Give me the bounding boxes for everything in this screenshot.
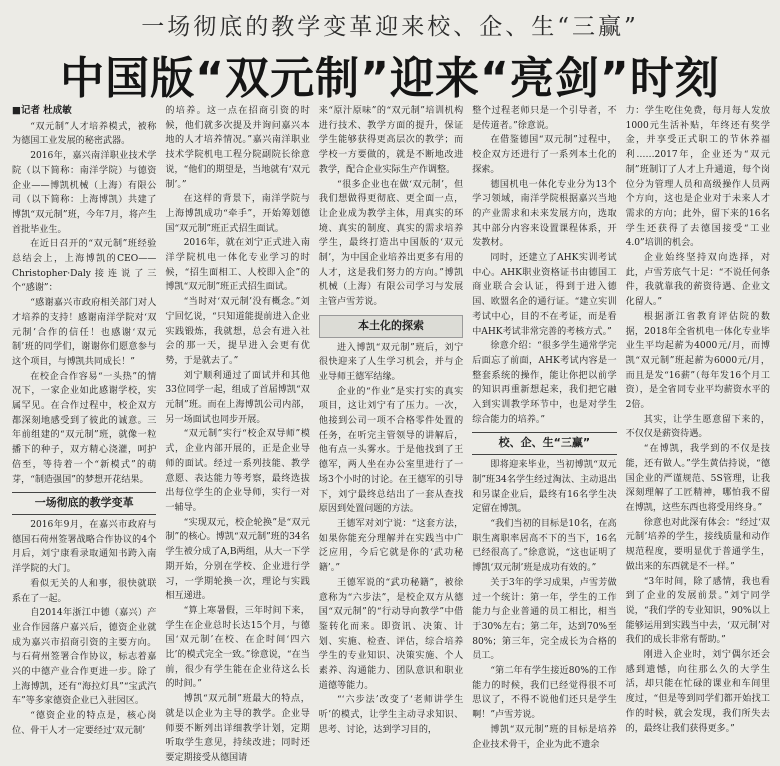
article-paragraph: 力：学生吃住免费，每月每人发放1000元生活补贴，年终还有奖学金，并享受正式职工的节休养福利……2017年，企业还为“双元制”班制订了人才上升通道，每个岗位分为管理人员和高级操作人员两个方向，这也是企业对于未来人才需求的方向；此外，留下来的16名学生还获得了去德国接受“工业4.0”培训的机会。 [625, 106, 770, 249]
headline: 中国版“双元制”迎来“亮剑”时刻 [60, 53, 720, 104]
article-paragraph: 其实，让学生愿意留下来的，不仅仅是薪资待遇。 [625, 414, 770, 440]
article-paragraph: 博凯“双元制”班的目标是培养企业技术骨干，企业为此不遗余 [472, 724, 617, 750]
article-paragraph: 看似无关的人和事，很快就联系在了一起。 [12, 578, 157, 604]
section-heading: 本土化的探索 [319, 315, 463, 338]
article-paragraph: “当时对‘双元制’没有概念。”刘宁回忆说，“只知道能提前进入企业实践锻炼，我就想，总会有进入社会的那一天，提早进入会更有优势，于是就去了。” [165, 297, 310, 366]
column-3 [319, 104, 463, 766]
article-paragraph: 在借鉴德国“双元制”过程中，校企双方还进行了一系列本土化的探索。 [472, 135, 617, 175]
column-4 [472, 104, 616, 766]
column-1 [12, 104, 156, 766]
article-paragraph: 即将迎来毕业，当初博凯“双元制”班34名学生经过淘汰、主动退出和另谋企业后，最终有16名学生决定留在博凯。 [472, 460, 617, 515]
byline: ■记者 杜成敏 [12, 105, 72, 116]
article-paragraph: “实现双元，校企轮换”是“双元制”的核心。博凯“双元制”班的34名学生被分成了A,B两组，从大一下学期开始，分别在学校、企业进行学习，一学期轮换一次，理论与实践相互递进。 [165, 517, 310, 602]
article-paragraph: “德资企业的特点是，核心岗位、骨干人才一定要经过‘双元制’ [12, 711, 157, 736]
article-paragraph: 德国机电一体化专业分为13个学习领域，南洋学院根据嘉兴当地的产业需求和未来发展方向，选取其中部分内容来设置课程体系，开发教材。 [472, 179, 617, 249]
article-paragraph: 徐意也对此深有体会：“经过‘双元制’培养的学生，接线质量和动作规范程度，要明显优于普通学生，做出来的东西就是不一样。” [625, 517, 770, 572]
article-paragraph: “感谢嘉兴市政府相关部门对人才培养的支持！感谢南洋学院对‘双元制’合作的信任！也感谢‘双元制’班的同学们，谢谢你们愿意参与这个项目，与博凯共同成长！” [12, 298, 157, 367]
article-paragraph: 徐意介绍：“很多学生通常学完后面忘了前面，AHK考试内容是一整套系统的操作，能让你把以前学的知识再重新想起来，我们把它融入到实训教学环节中，也是对学生综合能力的培养。” [472, 341, 617, 425]
article-body [12, 104, 770, 763]
article-paragraph: “3年时间，除了感情，我也看到了企业的发展前景。”刘宁同学说，“我们学的专业知识，90%以上能够运用到实践当中去，‘双元制’对我们的成长非常有帮助。” [625, 576, 770, 646]
article-paragraph: 在这样的背景下，南洋学院与上海博凯成功“牵手”，开始筹划德国“双元制”班正式招生面试。 [165, 194, 310, 234]
article-paragraph: 2016年，嘉兴南洋职业技术学院（以下简称：南洋学院）与德资企业——博凯机械（上海）有限公司（以下简称：上海博凯）共建了博凯“双元制”班，今年7月，将产生首批毕业生。 [12, 151, 157, 235]
section-heading: 校、企、生“三赢” [472, 432, 616, 455]
section-heading: 一场彻底的教学变革 [12, 492, 156, 515]
article-paragraph: “双元制”人才培养模式，被称为德国工业发展的秘密武器。 [12, 121, 157, 147]
article-paragraph: 在校企合作容易“一头热”的情况下，一家企业如此感谢学校，实属罕见。在合作过程中，校企双方都深刻地感受到了彼此的诚意。三年前组建的“双元制”班，就像一粒播下的种子，双方精心浇灌，呵护倍至，等待着一个“新模式”的萌芽，“制造强国”的梦想开花结果。 [12, 371, 157, 485]
article-paragraph: 在近日召开的“双元制”班经验总结会上，上海博凯的CEO——Christopher·Daly接连说了三个“感谢”： [12, 239, 157, 294]
article-paragraph: “在博凯，我学到的不仅是技能，还有做人。”学生黄佶持说，“德国企业的严谨规范、5S管理，让我深刻理解了工匠精神，哪怕我不留在博凯，这些东西也将受用终身。” [625, 444, 770, 513]
article-paragraph: 整个过程老师只是一个引导者，不是传道者。”徐意说。 [472, 106, 617, 131]
article-paragraph: 博凯“双元制”班最大的特点，就是以企业为主导的教学。企业导师要不断列出详细教学计划，定期听取学生意见，持续改进；同时还要定期接受从德国请 [165, 694, 310, 763]
article-paragraph: 企业始终坚持双向选择，对此，卢雪芳底气十足：“不说任何条件，我就靠我的薪资待遇、企业文化留人。” [625, 253, 770, 308]
article-paragraph: “第二年有学生接近80%的工作能力的时候，我们已经觉得很不可思议了，不得不说他们还只是学生啊！”卢雪芳说。 [472, 666, 617, 721]
article-paragraph: “很多企业也在做‘双元制’，但我们想做得更彻底、更全面一点，让企业成为教学主体，用真实的环境、真实的制度、真实的需求培养学生，最终打造出中国版的‘双元制’，为中国企业培养出更多有用的人才，这是我们努力的方向。”博凯机械（上海）有限公司学习与发展主管卢雪芳说。 [318, 179, 464, 308]
article-paragraph: 进入博凯“双元制”班后，刘宁很快迎来了人生学习机会，并与企业导师王德军结缘。 [318, 342, 464, 382]
article-paragraph: “‘六步法’改变了‘老师讲学生听’的模式，让学生主动寻求知识、思考、讨论，达到学习目的， [318, 695, 464, 735]
article-paragraph: 来“原汁原味”的“双元制”培训机构进行技术、教学方面的提升，保证学生能够获得更高层次的教学；而学校一方要做的，就是不断地改进教学，配合企业实际生产作调整。 [318, 106, 464, 175]
article-paragraph: 王德军对刘宁说：“这套方法，如果你能充分理解并在实践当中广泛应用，今后它就是你的‘武功秘籍’。” [318, 518, 464, 574]
article-paragraph: 王德军说的“武功秘籍”，被徐意称为“六步法”，是校企双方从德国“双元制”的“行动导向教学”中借鉴转化而来。即资讯、决策、计划、实施、检查、评估，综合培养学生的专业知识、决策实施、个人素养、沟通能力、团队意识和职业道德等能力。 [318, 577, 464, 691]
article-paragraph: “我们当初的目标是10名，在高职生离职率居高不下的当下，16名已经很高了。”徐意说，“这也证明了博凯‘双元制’班是成功有效的。” [472, 518, 617, 574]
article-paragraph: 刚进入企业时，刘宁偶尔还会感到遗憾，向往那么久的大学生活，却只能在忙碌的课业和车间里度过，“但是等到同学们都开始找工作的时候，就会发现，我们所失去的，最终让我们获得更多。” [625, 650, 770, 734]
column-5 [626, 104, 770, 766]
article-paragraph: 根据浙江省教育评估院的数据，2018年全省机电一体化专业毕业生平均起薪为4000元/月，而博凯“双元制”班起薪为6000元/月，而且是发“16薪”（每年发16个月工资），是全省同专业平均薪资水平的2倍。 [625, 311, 770, 411]
article-paragraph: 刘宁顺利通过了面试并和其他33位同学一起，组成了首届博凯“双元制”班。而在上海博凯公司内部，另一场面试也同步开展。 [165, 370, 310, 425]
kicker-title: 一场彻底的教学变革迎来校、企、生“三赢” [141, 14, 639, 40]
article-paragraph: 2016年9月，在嘉兴市政府与德国石荷州签署战略合作协议的4个月后，刘宁康看录取通知书跨入南洋学院的大门。 [12, 519, 157, 575]
article-paragraph: 关于3年的学习成果，卢雪芳做过一个统计：第一年，学生的工作能力与企业普通的员工相比，相当于30%左右；第二年，达到70%至80%；第三年，完全成长为合格的员工。 [472, 577, 617, 662]
column-2 [165, 104, 309, 766]
article-paragraph: 2016年，就在刘宁正式进入南洋学院机电一体化专业学习的时候，“招生面相工、人校即入企”的博凯“双元制”班正式招生面试。 [165, 238, 310, 293]
article-paragraph: 自2014年浙江中德（嘉兴）产业合作园落户嘉兴后，德资企业就成为嘉兴市招商引资的主要方向。与石荷州签署合作协议，标志着嘉兴的中德产业合作更进一步。除了上海博凯，还有“海拉灯具”“宝武汽车”等多家德资企业已入驻园区。 [12, 608, 157, 707]
article-paragraph: “算上寒暑假，三年时间下来，学生在企业总时长达15个月，与德国‘双元制’在校、在企时间‘四六比’的模式完全一致。”徐意说，“在当前，很少有学生能在企业待这么长的时间。” [165, 605, 310, 690]
article-paragraph: 同时，还建立了AHK实训考试中心。AHK职业资格证书由德国工商业联合会认证，得到于进入德国、欧盟名企的通行证。“建立实训考试中心，目的不在考证，而是看中AHK考试非常完善的考核方式。” [472, 253, 617, 337]
article-paragraph: 企业的“作业”是实打实的真实项目，这让刘宁有了压力。一次，他接到公司一项不合格零件处置的任务，在听完主管领导的讲解后，他有点一头雾水。于是他找到了王德军，两人坐在办公室里进行了一场3个小时的讨论。在王德军的引导下，刘宁最终总结出了一套从查找原因到处置问题的方法。 [318, 386, 464, 515]
article-paragraph: “双元制”实行“校企双导师”模式，企业内部开展的，正是企业导师的面试。经过一系列技能、教学意愿、表达能力等考察，最终选拔出每位学生的企业导师，实行一对一辅导。 [165, 429, 310, 513]
article-paragraph: 的培养。这一点在招商引资的时候，他们就多次提及并询问嘉兴本地的人才培养情况。”嘉兴南洋职业技术学院机电工程分院副院长徐意说，“他们的期望是，当地就有‘双元制’。” [165, 106, 310, 190]
